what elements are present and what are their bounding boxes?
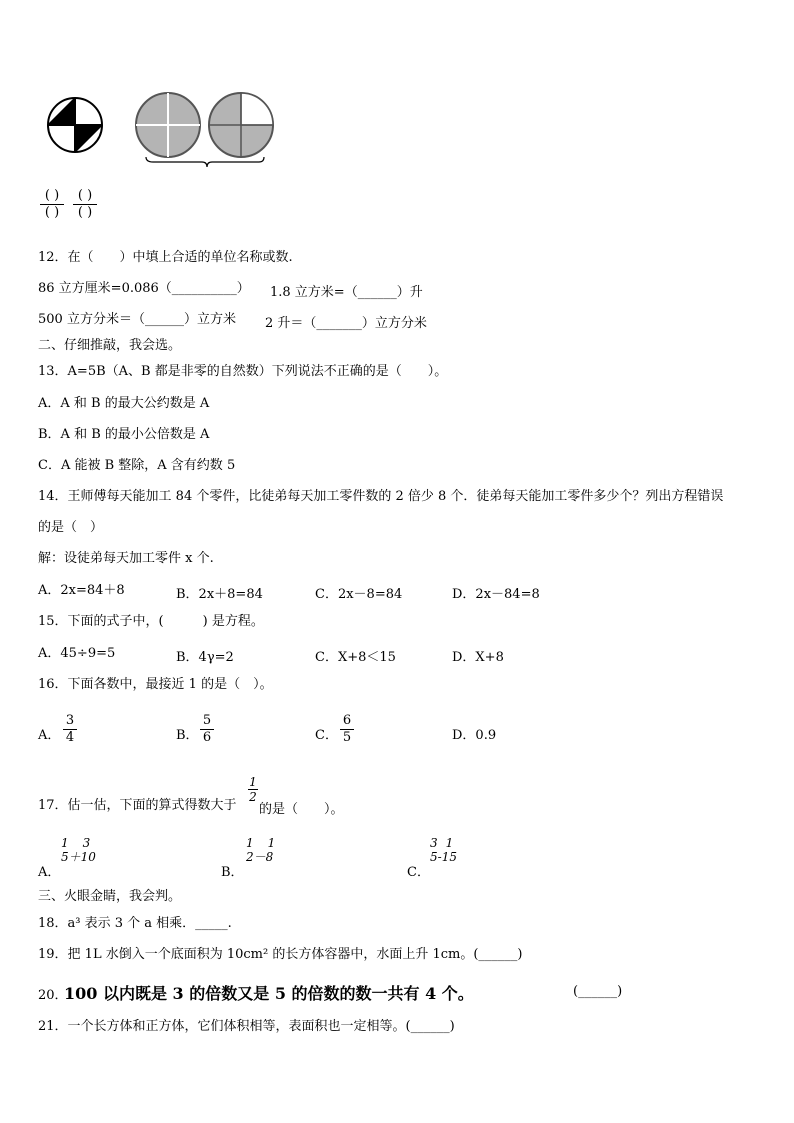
q20-text: 100 以内既是 3 的倍数又是 5 的倍数的数一共有 4 个。: [64, 984, 474, 1003]
denominators: 5-15: [430, 850, 457, 864]
q15-option-b: B．4γ=2: [176, 650, 234, 665]
denominators: 5＋10: [61, 850, 96, 864]
blank-fraction-1: [40, 188, 64, 221]
q12-line2a: 500 立方分米＝（______）立方米: [38, 312, 236, 327]
q18: 18．a³ 表示 3 个 a 相乘．_____.: [38, 916, 232, 931]
numerator: 1: [249, 775, 257, 789]
numerator: 6: [342, 713, 352, 728]
q12-line1a: 86 立方厘米=0.086（__________）: [38, 281, 250, 296]
q14-option-d: D．2x－84=8: [452, 587, 540, 602]
denominators: 2－8: [246, 850, 274, 864]
q16-option-c-fraction: [340, 713, 354, 746]
q15-option-a: A．45÷9=5: [38, 646, 116, 661]
q17-option-c-label: C．: [407, 865, 430, 880]
q13-option-c: C．A 能被 B 整除，A 含有约数 5: [38, 458, 236, 473]
blank-denominator: ( ): [40, 204, 64, 221]
q14-option-c: C．2x－8=84: [315, 587, 403, 602]
q17-option-b-label: B．: [221, 865, 244, 880]
q16-option-b-fraction: [200, 713, 214, 746]
q20-number: 20．: [38, 988, 68, 1003]
denominator: 6: [200, 729, 214, 746]
q17-option-b-expr: [246, 836, 275, 864]
q17-half-fraction: [248, 775, 258, 804]
numerator-1: 1: [246, 836, 254, 850]
q12-line2b: 2 升＝（_______）立方分米: [265, 316, 427, 331]
numerator: 3: [65, 713, 75, 728]
q21: 21．一个长方体和正方体，它们体积相等，表面积也一定相等。(______): [38, 1019, 455, 1034]
q17-option-c-expr: [430, 836, 457, 864]
numerator-1: 1: [61, 836, 69, 850]
q16-option-a-label: A．: [38, 728, 61, 743]
q13-option-a: A．A 和 B 的最大公约数是 A: [38, 396, 210, 411]
q16-title: 16．下面各数中，最接近 1 的是（ ）。: [38, 677, 273, 692]
q19: 19．把 1L 水倒入一个底面积为 10cm² 的长方体容器中，水面上升 1cm。(______): [38, 947, 523, 962]
numerator-2: 1: [267, 836, 276, 850]
q16-option-c-label: C．: [315, 728, 338, 743]
q17-title-a: 17．估一估，下面的算式得数大于: [38, 798, 237, 813]
q14-option-b: B．2x＋8=84: [176, 587, 263, 602]
q17-option-a-label: A．: [38, 865, 61, 880]
blank-denominator: ( ): [73, 204, 97, 221]
q14-option-a: A．2x=84＋8: [38, 583, 125, 598]
brace: [145, 156, 275, 170]
q16-option-a-fraction: [63, 713, 77, 746]
q17-option-a-expr: [61, 836, 96, 864]
q17-title-b: 的是（ ）。: [259, 802, 344, 817]
gray-circle-full: [135, 91, 205, 161]
numerator: 5: [202, 713, 212, 728]
denominator: 2: [249, 790, 257, 804]
section-2-heading: 二、仔细推敲，我会选。: [38, 338, 182, 353]
numerator-2: 1: [445, 836, 454, 850]
section-3-heading: 三、火眼金睛，我会判。: [38, 889, 182, 904]
q15-option-d: D．X+8: [452, 650, 504, 665]
quarter-shaded-circle: [46, 94, 106, 158]
q14-solve: 解：设徒弟每天加工零件 x 个.: [38, 551, 214, 566]
denominator: 5: [340, 729, 354, 746]
numerator-1: 3: [430, 836, 438, 850]
blank-numerator: ( ): [77, 188, 93, 203]
q12-line1b: 1.8 立方米=（______）升: [270, 285, 423, 300]
q16-option-b-label: B．: [176, 728, 199, 743]
q15-title: 15．下面的式子中，( ) 是方程。: [38, 614, 264, 629]
q12-title: 12．在（ ）中填上合适的单位名称或数.: [38, 250, 293, 265]
blank-fraction-2: [73, 188, 97, 221]
q16-option-d: D．0.9: [452, 728, 497, 743]
q20-blank: (______): [573, 984, 623, 999]
q13-title: 13．A=5B（A、B 都是非零的自然数）下列说法不正确的是（ ）。: [38, 364, 448, 379]
q14-title-line1: 14．王师傅每天能加工 84 个零件，比徒弟每天加工零件数的 2 倍少 8 个．徒弟每天能加工零件多少个？列出方程错误: [38, 489, 724, 504]
q14-title-line2: 的是（ ）: [38, 520, 104, 535]
denominator: 4: [63, 729, 77, 746]
numerator-2: 3: [82, 836, 91, 850]
gray-circle-three-quarters: [208, 91, 278, 161]
q15-option-c: C．X+8＜15: [315, 650, 396, 665]
blank-numerator: ( ): [44, 188, 60, 203]
q13-option-b: B．A 和 B 的最小公倍数是 A: [38, 427, 210, 442]
